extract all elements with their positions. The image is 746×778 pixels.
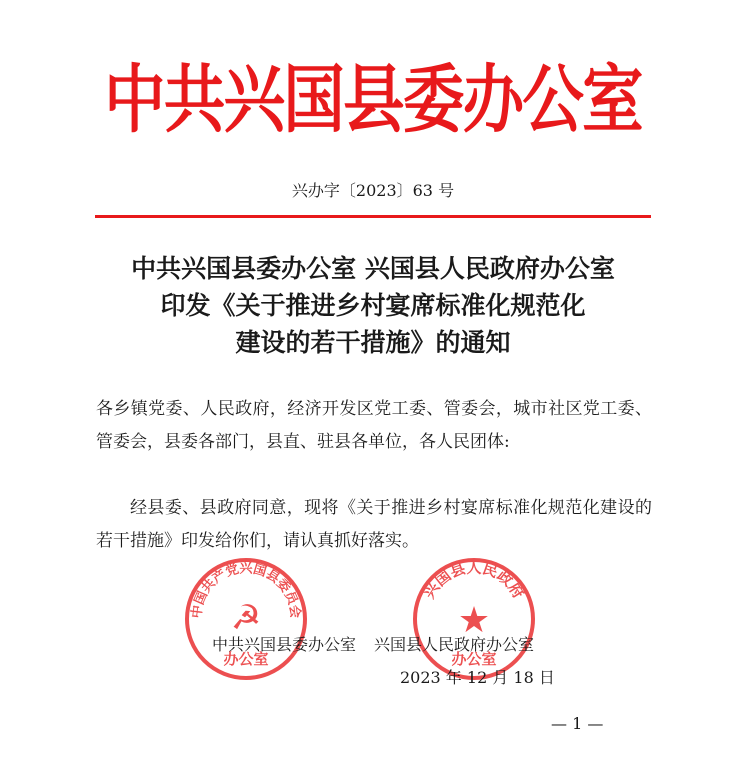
seal-gov-bottom-text: 办公室 (451, 650, 497, 668)
signing-date: 2023 年 12 月 18 日 (400, 668, 555, 687)
red-separator-line (95, 215, 651, 218)
page-number: — 1 — (551, 714, 604, 733)
title-line-1: 中共兴国县委办公室 兴国县人民政府办公室 (131, 254, 615, 283)
issuer-party-office: 中共兴国县委办公室 (211, 635, 356, 654)
seal-party-arc-text: 中国共产党兴国县委员会 (189, 561, 303, 620)
svg-text:★: ★ (457, 600, 491, 641)
signatories-line (0, 633, 746, 657)
content-paragraph: 经县委、县政府同意，现将《关于推进乡村宴席标准化规范化建设的若干措施》印发给你们，请认真抓好落实。 (96, 498, 652, 551)
issuer-government-office: 兴国县人民政府办公室 (374, 635, 535, 654)
title-line-2: 印发《关于推进乡村宴席标准化规范化 (160, 291, 586, 320)
government-seal-icon (411, 556, 537, 682)
document-title (0, 250, 746, 361)
svg-text:兴国县人民政府 (420, 558, 528, 601)
document-number: 兴办字〔2023〕63 号 (291, 181, 455, 200)
masthead-title: 中共兴国县委办公室 (104, 57, 642, 143)
title-line-3: 建设的若干措施》的通知 (235, 328, 511, 357)
seal-party-bottom-text: 办公室 (223, 650, 269, 668)
seal-gov-arc-text: 兴国县人民政府 (420, 558, 528, 602)
recipients-paragraph: 各乡镇党委、人民政府，经济开发区党工委、管委会，城市社区党工委、管委会，县委各部门，县直、驻县各单位，各人民团体: (96, 399, 652, 452)
party-committee-seal-icon (183, 556, 309, 682)
svg-text:☭: ☭ (230, 598, 262, 638)
